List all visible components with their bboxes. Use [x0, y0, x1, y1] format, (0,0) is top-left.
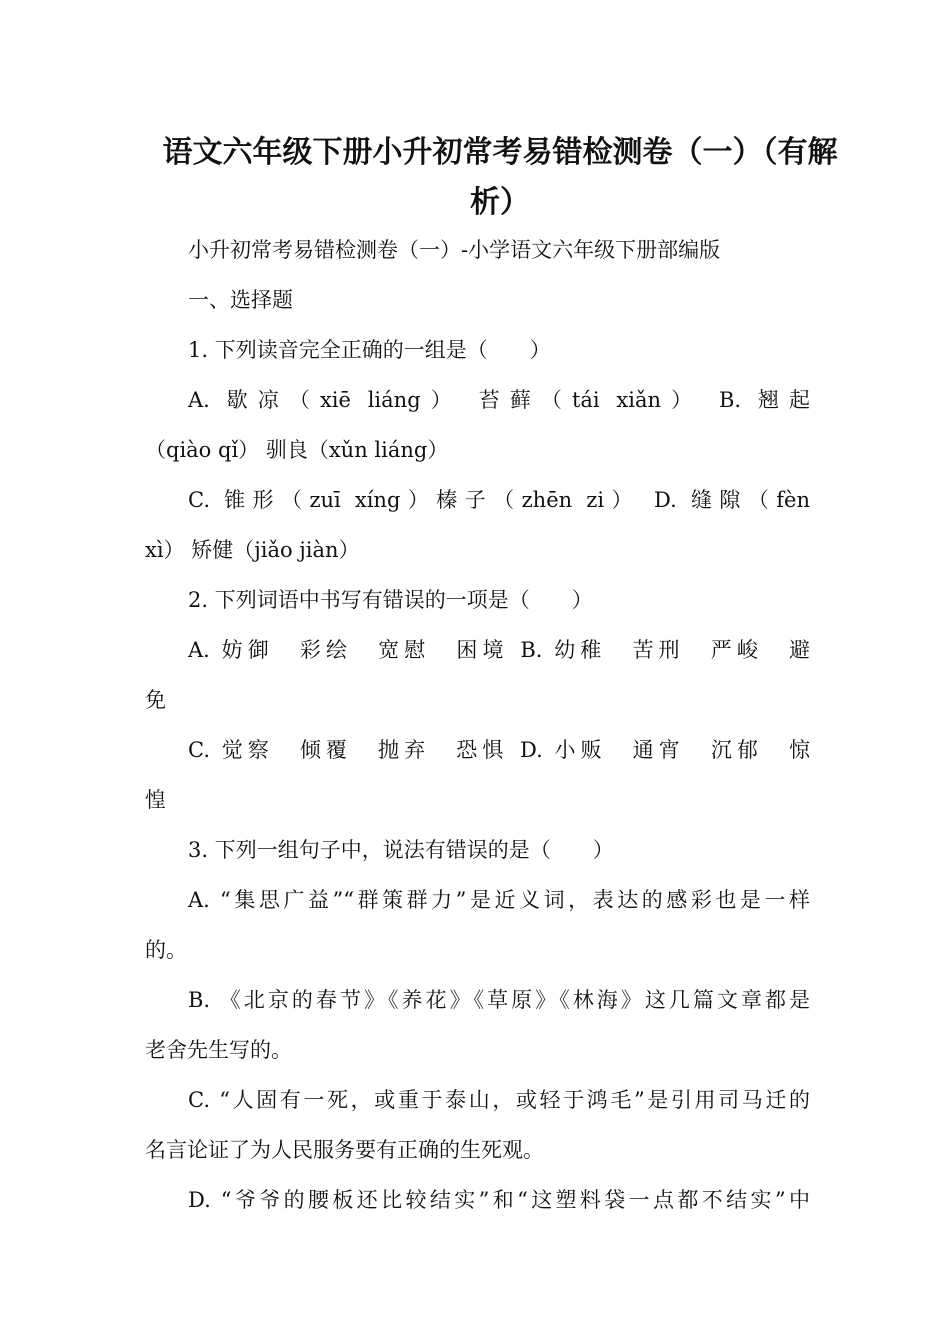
question-3-option-d-line-1: D. “爷爷的腰板还比较结实”和“这塑料袋一点都不结实”中	[188, 1188, 810, 1212]
question-3-option-c-line-1: C. “人固有一死，或重于泰山，或轻于鸿毛”是引用司马迁的	[188, 1088, 810, 1112]
question-1-stem: 1. 下列读音完全正确的一组是（ ）	[188, 338, 551, 362]
question-3-option-b-line-2: 老舍先生写的。	[145, 1038, 292, 1062]
question-3-option-a-line-1: A. “集思广益”“群策群力”是近义词，表达的感彩也是一样	[188, 888, 810, 912]
document-title-line-2: 析）	[470, 185, 530, 220]
document-subtitle: 小升初常考易错检测卷（一）-小学语文六年级下册部编版	[188, 238, 721, 262]
question-1-options-line-3: C. 锥形（zuī xíng）榛子（zhēn zi） D. 缝隙（fèn	[188, 488, 810, 512]
question-3-stem: 3. 下列一组句子中，说法有错误的是（ ）	[188, 838, 614, 862]
question-2-stem: 2. 下列词语中书写有错误的一项是（ ）	[188, 588, 593, 612]
question-2-options-line-2: 免	[145, 688, 166, 712]
question-2-options-line-4: 惶	[145, 788, 166, 812]
question-1-options-line-2: （qiào qǐ） 驯良（xǔn liáng）	[145, 438, 449, 462]
section-heading: 一、选择题	[188, 288, 293, 312]
question-3-option-b-line-1: B. 《北京的春节》《养花》《草原》《林海》这几篇文章都是	[188, 988, 810, 1012]
question-1-options-line-4: xì） 矫健（jiǎo jiàn）	[145, 538, 360, 562]
question-3-option-c-line-2: 名言论证了为人民服务要有正确的生死观。	[145, 1138, 544, 1162]
question-2-options-line-1: A. 妨御 彩绘 宽慰 困境 B. 幼稚 苦刑 严峻 避	[188, 638, 810, 662]
document-title-line-1: 语文六年级下册小升初常考易错检测卷（一）（有解	[162, 135, 838, 170]
question-2-options-line-3: C. 觉察 倾覆 抛弃 恐惧 D. 小贩 通宵 沉郁 惊	[188, 738, 810, 762]
question-1-options-line-1: A. 歇凉（xiē liáng） 苔藓（tái xiǎn） B. 翘起	[188, 388, 810, 412]
question-3-option-a-line-2: 的。	[145, 938, 187, 962]
